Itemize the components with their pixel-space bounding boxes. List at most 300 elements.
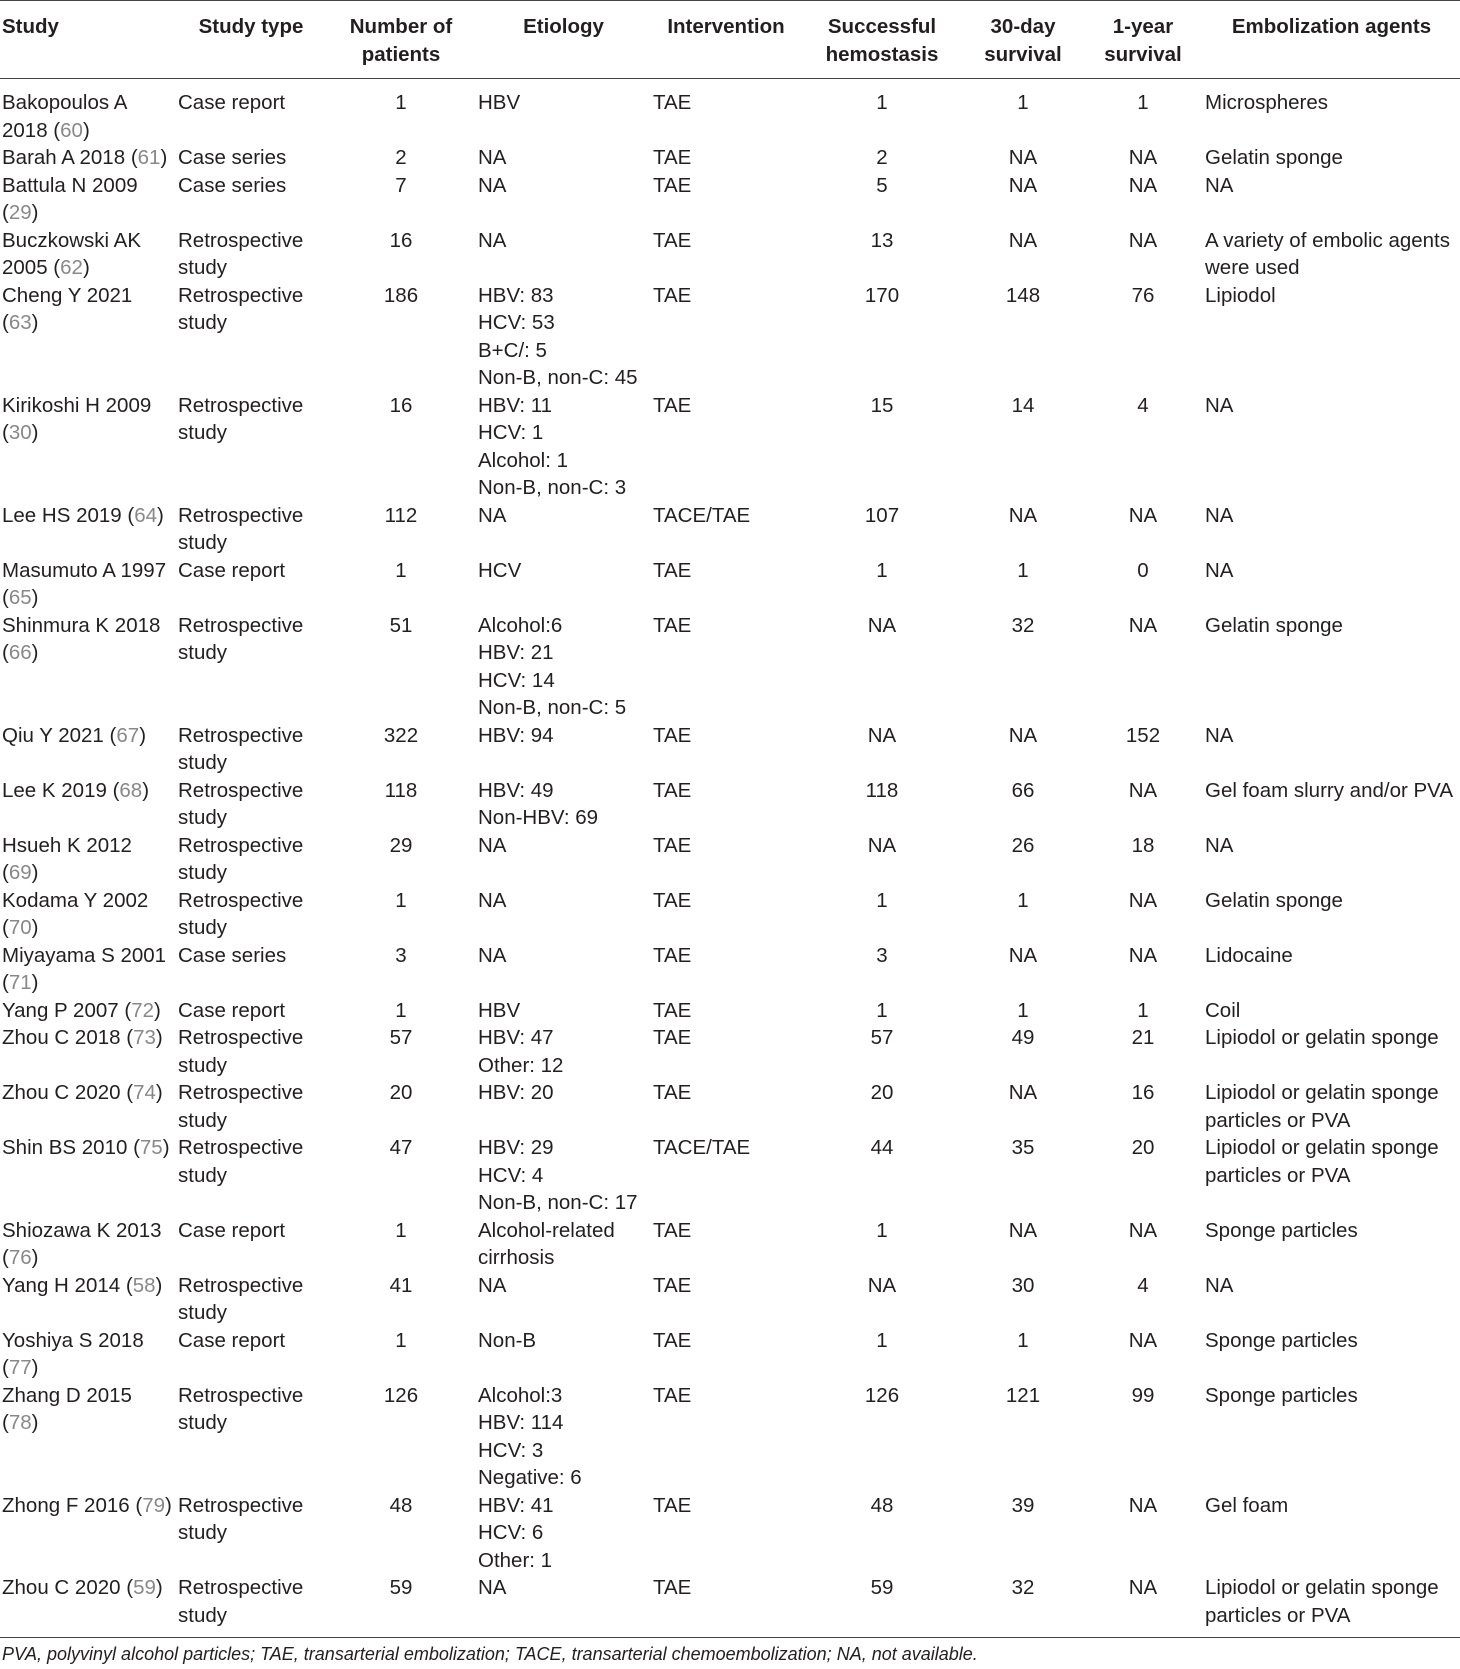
etiology-line: HBV: 41	[478, 1493, 554, 1517]
cell-embolization-agents: NA	[1205, 1273, 1234, 1297]
study-name: Zhou C 2018	[2, 1026, 121, 1049]
cell-number-of-patients: 29	[389, 833, 413, 857]
table-row	[0, 1382, 1460, 1492]
study-name: Kodama Y 2002	[2, 888, 149, 912]
cell-intervention: TAE	[653, 613, 692, 637]
cell-etiology	[476, 887, 651, 942]
cell-1-year-survival: 0	[1137, 558, 1149, 582]
col-header-successful-hemostasis: Successful hemostasis	[801, 1, 963, 79]
cell-study-type: Retrospective study	[178, 613, 304, 664]
table-footnote: PVA, polyvinyl alcohol particles; TAE, transarterial embolization; TACE, transarterial chemoembolization; NA, not available.	[2, 1644, 978, 1664]
cell-study-type: Retrospective study	[178, 1273, 304, 1324]
table-row	[0, 777, 1460, 832]
cell-intervention: TAE	[653, 283, 692, 307]
cell-number-of-patients: 1	[395, 888, 407, 912]
cell-intervention: TAE	[653, 1218, 692, 1242]
cell-intervention: TAE	[653, 888, 692, 912]
cell-etiology	[476, 1492, 651, 1575]
cell-number-of-patients: 1	[395, 1328, 407, 1352]
etiology-line: Non-B, non-C: 45	[478, 366, 638, 389]
cell-etiology	[476, 1574, 651, 1638]
etiology-line: HBV	[478, 998, 521, 1022]
reference-link[interactable]: 64	[134, 503, 158, 527]
cell-intervention: TAE	[653, 943, 692, 967]
cell-intervention: TAE	[653, 91, 692, 114]
cell-study-type: Retrospective study	[178, 833, 304, 884]
etiology-line: HCV: 14	[478, 668, 555, 692]
cell-number-of-patients: 186	[383, 283, 419, 307]
table-row	[0, 1217, 1460, 1272]
etiology-line: HCV: 3	[478, 1438, 544, 1462]
etiology-line: NA	[478, 228, 507, 252]
cell-study: Kodama Y 2002 (70)	[2, 888, 149, 939]
cell-30-day-survival: 1	[1017, 888, 1029, 912]
cell-30-day-survival: 1	[1017, 1328, 1029, 1352]
etiology-line: Non-B, non-C: 5	[478, 696, 627, 719]
col-header-etiology: Etiology	[476, 1, 651, 79]
table-row	[0, 144, 1460, 172]
cell-1-year-survival: NA	[1128, 228, 1158, 252]
cell-etiology	[476, 144, 651, 172]
etiology-line: Other: 12	[478, 1053, 564, 1077]
cell-intervention: TAE	[653, 1328, 692, 1352]
cell-study-type: Retrospective study	[178, 1383, 304, 1434]
cell-1-year-survival: 4	[1137, 1273, 1149, 1297]
cell-embolization-agents: Gel foam	[1205, 1493, 1289, 1517]
cell-successful-hemostasis: 15	[870, 393, 894, 417]
table-row	[0, 1574, 1460, 1638]
cell-30-day-survival: 66	[1011, 778, 1035, 802]
cell-1-year-survival: 152	[1125, 723, 1161, 747]
cell-successful-hemostasis: NA	[867, 613, 897, 637]
cell-number-of-patients: 126	[383, 1383, 419, 1407]
cell-successful-hemostasis: 170	[864, 283, 900, 307]
cell-etiology	[476, 1327, 651, 1382]
reference-link[interactable]: 66	[8, 641, 32, 664]
cell-study-type: Retrospective study	[178, 1026, 304, 1077]
cell-study-type: Retrospective study	[178, 393, 304, 444]
etiology-line: HBV: 21	[478, 641, 554, 664]
cell-intervention: TAE	[653, 228, 692, 252]
cell-embolization-agents: NA	[1205, 173, 1234, 197]
cell-study-type: Case report	[178, 1218, 286, 1242]
cell-study-type: Retrospective study	[178, 888, 304, 939]
cell-1-year-survival: 18	[1131, 833, 1155, 857]
cell-30-day-survival: 30	[1011, 1273, 1035, 1297]
reference-link[interactable]: 29	[8, 201, 32, 224]
cell-1-year-survival: 21	[1131, 1026, 1155, 1049]
cell-1-year-survival: 1	[1137, 998, 1149, 1022]
cell-etiology	[476, 1382, 651, 1492]
cell-number-of-patients: 16	[389, 228, 413, 252]
etiology-line: NA	[478, 833, 507, 857]
cell-embolization-agents: Lipiodol or gelatin sponge	[1205, 1026, 1439, 1049]
cell-30-day-survival: NA	[1008, 146, 1038, 169]
cell-intervention: TAE	[653, 1081, 692, 1104]
cell-successful-hemostasis: 118	[865, 778, 899, 802]
table-row	[0, 1134, 1460, 1217]
cell-30-day-survival: NA	[1008, 723, 1038, 747]
cell-successful-hemostasis: 1	[876, 998, 888, 1022]
etiology-line: HBV: 83	[478, 283, 554, 307]
etiology-line: HCV: 6	[478, 1521, 544, 1544]
etiology-line: B+C/: 5	[478, 338, 547, 362]
cell-number-of-patients: 20	[389, 1081, 413, 1104]
col-header-30-day-survival: 30-day survival	[963, 1, 1083, 79]
cell-30-day-survival: 121	[1005, 1383, 1041, 1407]
cell-30-day-survival: 49	[1011, 1026, 1035, 1049]
cell-study: Barah A 2018 (61)	[2, 146, 168, 169]
cell-successful-hemostasis: 1	[876, 91, 888, 114]
cell-embolization-agents: Lidocaine	[1205, 943, 1293, 967]
study-name: Battula N 2009	[2, 173, 138, 197]
cell-etiology	[476, 997, 651, 1025]
table-row	[0, 282, 1460, 392]
cell-intervention: TAE	[653, 173, 692, 197]
cell-successful-hemostasis: 5	[876, 173, 888, 197]
study-name: Yoshiya S 2018	[2, 1328, 144, 1352]
reference-link[interactable]: 60	[60, 118, 83, 142]
etiology-line: HBV: 11	[478, 393, 553, 417]
cell-30-day-survival: 32	[1011, 613, 1035, 637]
cell-embolization-agents: NA	[1205, 393, 1234, 417]
cell-study: Zhou C 2020 (74)	[2, 1081, 163, 1104]
cell-study-type: Retrospective study	[178, 723, 304, 774]
study-name: Hsueh K 2012	[2, 833, 132, 857]
table-row	[0, 997, 1460, 1025]
etiology-line: Non-B, non-C: 3	[478, 476, 627, 499]
cell-etiology	[476, 227, 651, 282]
study-name: Shiozawa K 2013	[2, 1218, 162, 1242]
cell-30-day-survival: 1	[1017, 558, 1029, 582]
reference-link[interactable]: 62	[60, 256, 83, 279]
cell-etiology	[476, 1079, 651, 1134]
etiology-line: Negative: 6	[478, 1466, 582, 1489]
cell-number-of-patients: 1	[395, 91, 407, 114]
table-row	[0, 942, 1460, 997]
cell-1-year-survival: NA	[1128, 888, 1158, 912]
cell-1-year-survival: NA	[1128, 943, 1158, 967]
cell-intervention: TAE	[653, 393, 692, 417]
reference-link[interactable]: 61	[137, 146, 161, 169]
reference-link[interactable]: 67	[116, 723, 140, 747]
cell-successful-hemostasis: 13	[870, 228, 894, 252]
etiology-line: NA	[478, 503, 507, 527]
col-header-study: Study	[0, 1, 176, 79]
cell-study-type: Retrospective study	[178, 503, 304, 554]
cell-number-of-patients: 48	[389, 1493, 413, 1517]
etiology-line: Alcohol:6	[478, 613, 563, 637]
table-row	[0, 557, 1460, 612]
etiology-line: HBV: 20	[478, 1081, 554, 1104]
reference-link[interactable]: 70	[8, 916, 32, 939]
col-header-embolization-agents: Embolization agents	[1203, 1, 1460, 79]
cell-intervention: TAE	[651, 1574, 801, 1638]
cell-etiology	[476, 612, 651, 722]
reference-link[interactable]: 79	[142, 1493, 165, 1517]
cell-embolization-agents: Gelatin sponge	[1205, 888, 1343, 912]
cell-embolization-agents: Gel foam slurry and/or PVA	[1205, 778, 1453, 802]
cell-embolization-agents: NA	[1205, 723, 1234, 747]
cell-embolization-agents: Coil	[1205, 998, 1241, 1022]
cell-30-day-survival: 14	[1011, 393, 1035, 417]
cell-30-day-survival: NA	[1008, 943, 1038, 967]
cell-study: Zhou C 2018 (73)	[2, 1026, 163, 1049]
cell-study: Kirikoshi H 2009 (30)	[2, 393, 152, 444]
study-name: Shinmura K 2018	[2, 613, 161, 637]
cell-1-year-survival: NA	[1128, 613, 1158, 637]
cell-embolization-agents: Sponge particles	[1205, 1383, 1358, 1407]
cell-embolization-agents: Lipiodol	[1205, 283, 1276, 307]
cell-etiology	[476, 282, 651, 392]
cell-study: Yoshiya S 2018 (77)	[2, 1328, 144, 1379]
cell-study: Lee HS 2019 (64)	[2, 503, 164, 527]
study-name: Shin BS 2010	[2, 1136, 128, 1159]
cell-embolization-agents: NA	[1205, 503, 1234, 527]
cell-30-day-survival: 39	[1011, 1493, 1035, 1517]
cell-intervention: TAE	[653, 723, 692, 747]
reference-link[interactable]: 65	[8, 586, 32, 609]
cell-intervention: TAE	[653, 1383, 692, 1407]
cell-etiology	[476, 392, 651, 502]
cell-successful-hemostasis: 48	[870, 1493, 894, 1517]
study-name: Zhong F 2016	[2, 1493, 130, 1517]
cell-study: Miyayama S 2001 (71)	[2, 943, 167, 994]
reference-link[interactable]: 63	[8, 311, 32, 334]
cell-study-type: Case series	[178, 943, 287, 967]
cell-1-year-survival: NA	[1128, 173, 1158, 197]
cell-intervention: TAE	[653, 778, 692, 802]
cell-30-day-survival: 148	[1005, 283, 1041, 307]
cell-etiology	[476, 172, 651, 227]
cell-intervention: TAE	[653, 833, 692, 857]
reference-link[interactable]: 77	[8, 1356, 32, 1379]
cell-etiology	[476, 557, 651, 612]
cell-study: Qiu Y 2021 (67)	[2, 723, 147, 747]
cell-successful-hemostasis: 1	[876, 1328, 888, 1352]
cell-successful-hemostasis: 20	[870, 1081, 894, 1104]
reference-link[interactable]: 59	[133, 1576, 156, 1599]
cell-study-type: Retrospective study	[178, 1081, 304, 1132]
cell-study-type: Case report	[178, 998, 286, 1022]
cell-successful-hemostasis: 1	[876, 558, 888, 582]
cell-embolization-agents: NA	[1205, 833, 1234, 857]
cell-30-day-survival: NA	[1008, 1218, 1038, 1242]
cell-study-type: Case report	[178, 1328, 286, 1352]
cell-30-day-survival: NA	[1008, 228, 1038, 252]
cell-number-of-patients: 322	[383, 723, 419, 747]
cell-intervention: TAE	[653, 1273, 692, 1297]
etiology-line: Non-B	[478, 1328, 537, 1352]
cell-successful-hemostasis: NA	[867, 833, 897, 857]
cell-1-year-survival: 76	[1131, 283, 1155, 307]
cell-successful-hemostasis: NA	[867, 1273, 897, 1297]
cell-study: Yang H 2014 (58)	[2, 1273, 163, 1297]
cell-1-year-survival: NA	[1128, 1328, 1158, 1352]
cell-study: Hsueh K 2012 (69)	[2, 833, 132, 884]
cell-number-of-patients: 1	[395, 998, 407, 1022]
etiology-line: HBV	[478, 91, 521, 114]
cell-1-year-survival: 20	[1131, 1136, 1155, 1159]
study-name: Buczkowski AK 2005	[2, 228, 141, 279]
reference-link[interactable]: 58	[132, 1273, 156, 1297]
etiology-line: HBV: 114	[478, 1411, 564, 1434]
cell-successful-hemostasis: NA	[867, 723, 897, 747]
cell-study-type: Retrospective study	[178, 1136, 304, 1187]
cell-1-year-survival: NA	[1128, 1493, 1158, 1517]
cell-etiology	[476, 1217, 651, 1272]
cell-study-type: Retrospective study	[176, 1574, 326, 1638]
reference-link[interactable]: 73	[133, 1026, 156, 1049]
cell-etiology	[476, 1272, 651, 1327]
cell-30-day-survival: 1	[1017, 998, 1029, 1022]
cell-study: Yang P 2007 (72)	[2, 998, 161, 1022]
etiology-line: Other: 1	[478, 1548, 553, 1572]
table-body	[0, 79, 1460, 1638]
cell-1-year-survival: NA	[1128, 146, 1158, 169]
col-header-study-type: Study type	[176, 1, 326, 79]
cell-study: Zhang D 2015 (78)	[2, 1383, 132, 1434]
table-row	[0, 1079, 1460, 1134]
etiology-line: NA	[478, 1576, 507, 1599]
cell-number-of-patients: 47	[389, 1136, 413, 1159]
cell-study: Cheng Y 2021 (63)	[2, 283, 133, 334]
cell-1-year-survival: 4	[1137, 393, 1149, 417]
cell-intervention: TAE	[653, 1026, 692, 1049]
cell-intervention: TAE	[653, 1493, 692, 1517]
table-row	[0, 79, 1460, 145]
cell-embolization-agents: A variety of embolic agents were used	[1205, 228, 1450, 279]
cell-study-type: Retrospective study	[178, 1493, 304, 1544]
table-row	[0, 722, 1460, 777]
etiology-line: HBV: 47	[478, 1026, 554, 1049]
cell-successful-hemostasis: 44	[870, 1136, 894, 1159]
cell-number-of-patients: 16	[389, 393, 413, 417]
cell-study: Battula N 2009 (29)	[2, 173, 138, 224]
table-row	[0, 1327, 1460, 1382]
cell-intervention: TAE	[653, 998, 692, 1022]
cell-etiology	[476, 1134, 651, 1217]
cell-study: Zhou C 2020 (59)	[0, 1574, 176, 1638]
cell-embolization-agents: Sponge particles	[1205, 1328, 1358, 1352]
etiology-line: HBV: 94	[478, 723, 554, 747]
cell-successful-hemostasis: 1	[876, 1218, 888, 1242]
cell-1-year-survival: NA	[1128, 503, 1158, 527]
etiology-line: HCV	[478, 558, 522, 582]
cell-embolization-agents: Sponge particles	[1205, 1218, 1358, 1242]
etiology-line: HBV: 29	[478, 1136, 554, 1159]
study-name: Bakopoulos A 2018	[2, 91, 127, 142]
reference-link[interactable]: 69	[8, 861, 32, 884]
cell-30-day-survival: NA	[1008, 503, 1038, 527]
etiology-line: Non-HBV: 69	[478, 806, 599, 829]
table-row	[0, 172, 1460, 227]
etiology-line: HBV: 49	[478, 778, 554, 802]
reference-link[interactable]: 74	[133, 1081, 156, 1104]
etiology-line: NA	[478, 943, 507, 967]
col-header-1-year-survival: 1-year survival	[1083, 1, 1203, 79]
cell-number-of-patients: 1	[395, 1218, 407, 1242]
cell-successful-hemostasis: 57	[870, 1026, 894, 1049]
study-name: Zhang D 2015	[2, 1383, 132, 1407]
cell-successful-hemostasis: 2	[876, 146, 888, 169]
study-name: Zhou C 2020	[2, 1576, 121, 1599]
cell-embolization-agents: Gelatin sponge	[1205, 146, 1343, 169]
cell-1-year-survival: NA	[1128, 1218, 1158, 1242]
etiology-line: Alcohol:3	[478, 1383, 563, 1407]
cell-1-year-survival: 99	[1131, 1383, 1155, 1407]
cell-study-type: Case series	[178, 146, 287, 169]
reference-link[interactable]: 30	[8, 421, 32, 444]
cell-successful-hemostasis: 3	[876, 943, 888, 967]
study-name: Yang H 2014	[2, 1273, 121, 1297]
cell-study: Shiozawa K 2013 (76)	[2, 1218, 162, 1269]
table-header-row	[0, 1, 1460, 79]
table-row	[0, 612, 1460, 722]
cell-etiology	[476, 79, 651, 145]
reference-link[interactable]: 68	[119, 778, 143, 802]
table-row	[0, 502, 1460, 557]
reference-link[interactable]: 71	[8, 971, 32, 994]
cell-number-of-patients: 118	[384, 778, 418, 802]
cell-1-year-survival: 1	[1137, 91, 1149, 114]
cell-study-type: Retrospective study	[178, 228, 304, 279]
cell-etiology	[476, 832, 651, 887]
cell-30-day-survival: 26	[1011, 833, 1035, 857]
study-name: Lee HS 2019	[2, 503, 122, 527]
cell-etiology	[476, 722, 651, 777]
cell-embolization-agents: Lipiodol or gelatin sponge particles or PVA	[1205, 1081, 1439, 1132]
cell-30-day-survival: 1	[1017, 91, 1029, 114]
study-name: Lee K 2019	[2, 778, 107, 802]
col-header-intervention: Intervention	[651, 1, 801, 79]
cell-embolization-agents: NA	[1205, 558, 1234, 582]
cell-study: Lee K 2019 (68)	[2, 778, 150, 802]
etiology-line: NA	[478, 146, 507, 169]
study-name: Miyayama S 2001	[2, 943, 167, 967]
reference-link[interactable]: 76	[8, 1246, 32, 1269]
table-row	[0, 832, 1460, 887]
cell-successful-hemostasis: 126	[864, 1383, 900, 1407]
reference-link[interactable]: 75	[139, 1136, 163, 1159]
cell-intervention: TACE/TAE	[653, 1136, 751, 1159]
cell-study: Shin BS 2010 (75)	[2, 1136, 170, 1159]
cell-number-of-patients: 2	[395, 146, 407, 169]
cell-number-of-patients: 7	[395, 173, 407, 197]
cell-intervention: TAE	[653, 146, 692, 169]
cell-embolization-agents: Gelatin sponge	[1205, 613, 1343, 637]
cell-number-of-patients: 3	[395, 943, 407, 967]
table-row	[0, 227, 1460, 282]
cell-30-day-survival: 32	[963, 1574, 1083, 1638]
cell-study-type: Retrospective study	[178, 283, 304, 334]
cell-1-year-survival: 16	[1131, 1081, 1155, 1104]
etiology-line: HCV: 53	[478, 311, 555, 334]
cell-study: Zhong F 2016 (79)	[2, 1493, 172, 1517]
etiology-line: NA	[478, 888, 507, 912]
cell-study: Masumuto A 1997 (65)	[2, 558, 167, 609]
study-name: Zhou C 2020	[2, 1081, 121, 1104]
reference-link[interactable]: 78	[8, 1411, 32, 1434]
cell-embolization-agents: Lipiodol or gelatin sponge particles or PVA	[1205, 1136, 1439, 1187]
table-row	[0, 392, 1460, 502]
cell-successful-hemostasis: 107	[864, 503, 900, 527]
cell-study-type: Retrospective study	[178, 778, 304, 829]
etiology-line: Non-B, non-C: 17	[478, 1191, 638, 1214]
study-name: Yang P 2007	[2, 998, 119, 1022]
cell-intervention: TACE/TAE	[653, 503, 751, 527]
reference-link[interactable]: 72	[131, 998, 154, 1022]
